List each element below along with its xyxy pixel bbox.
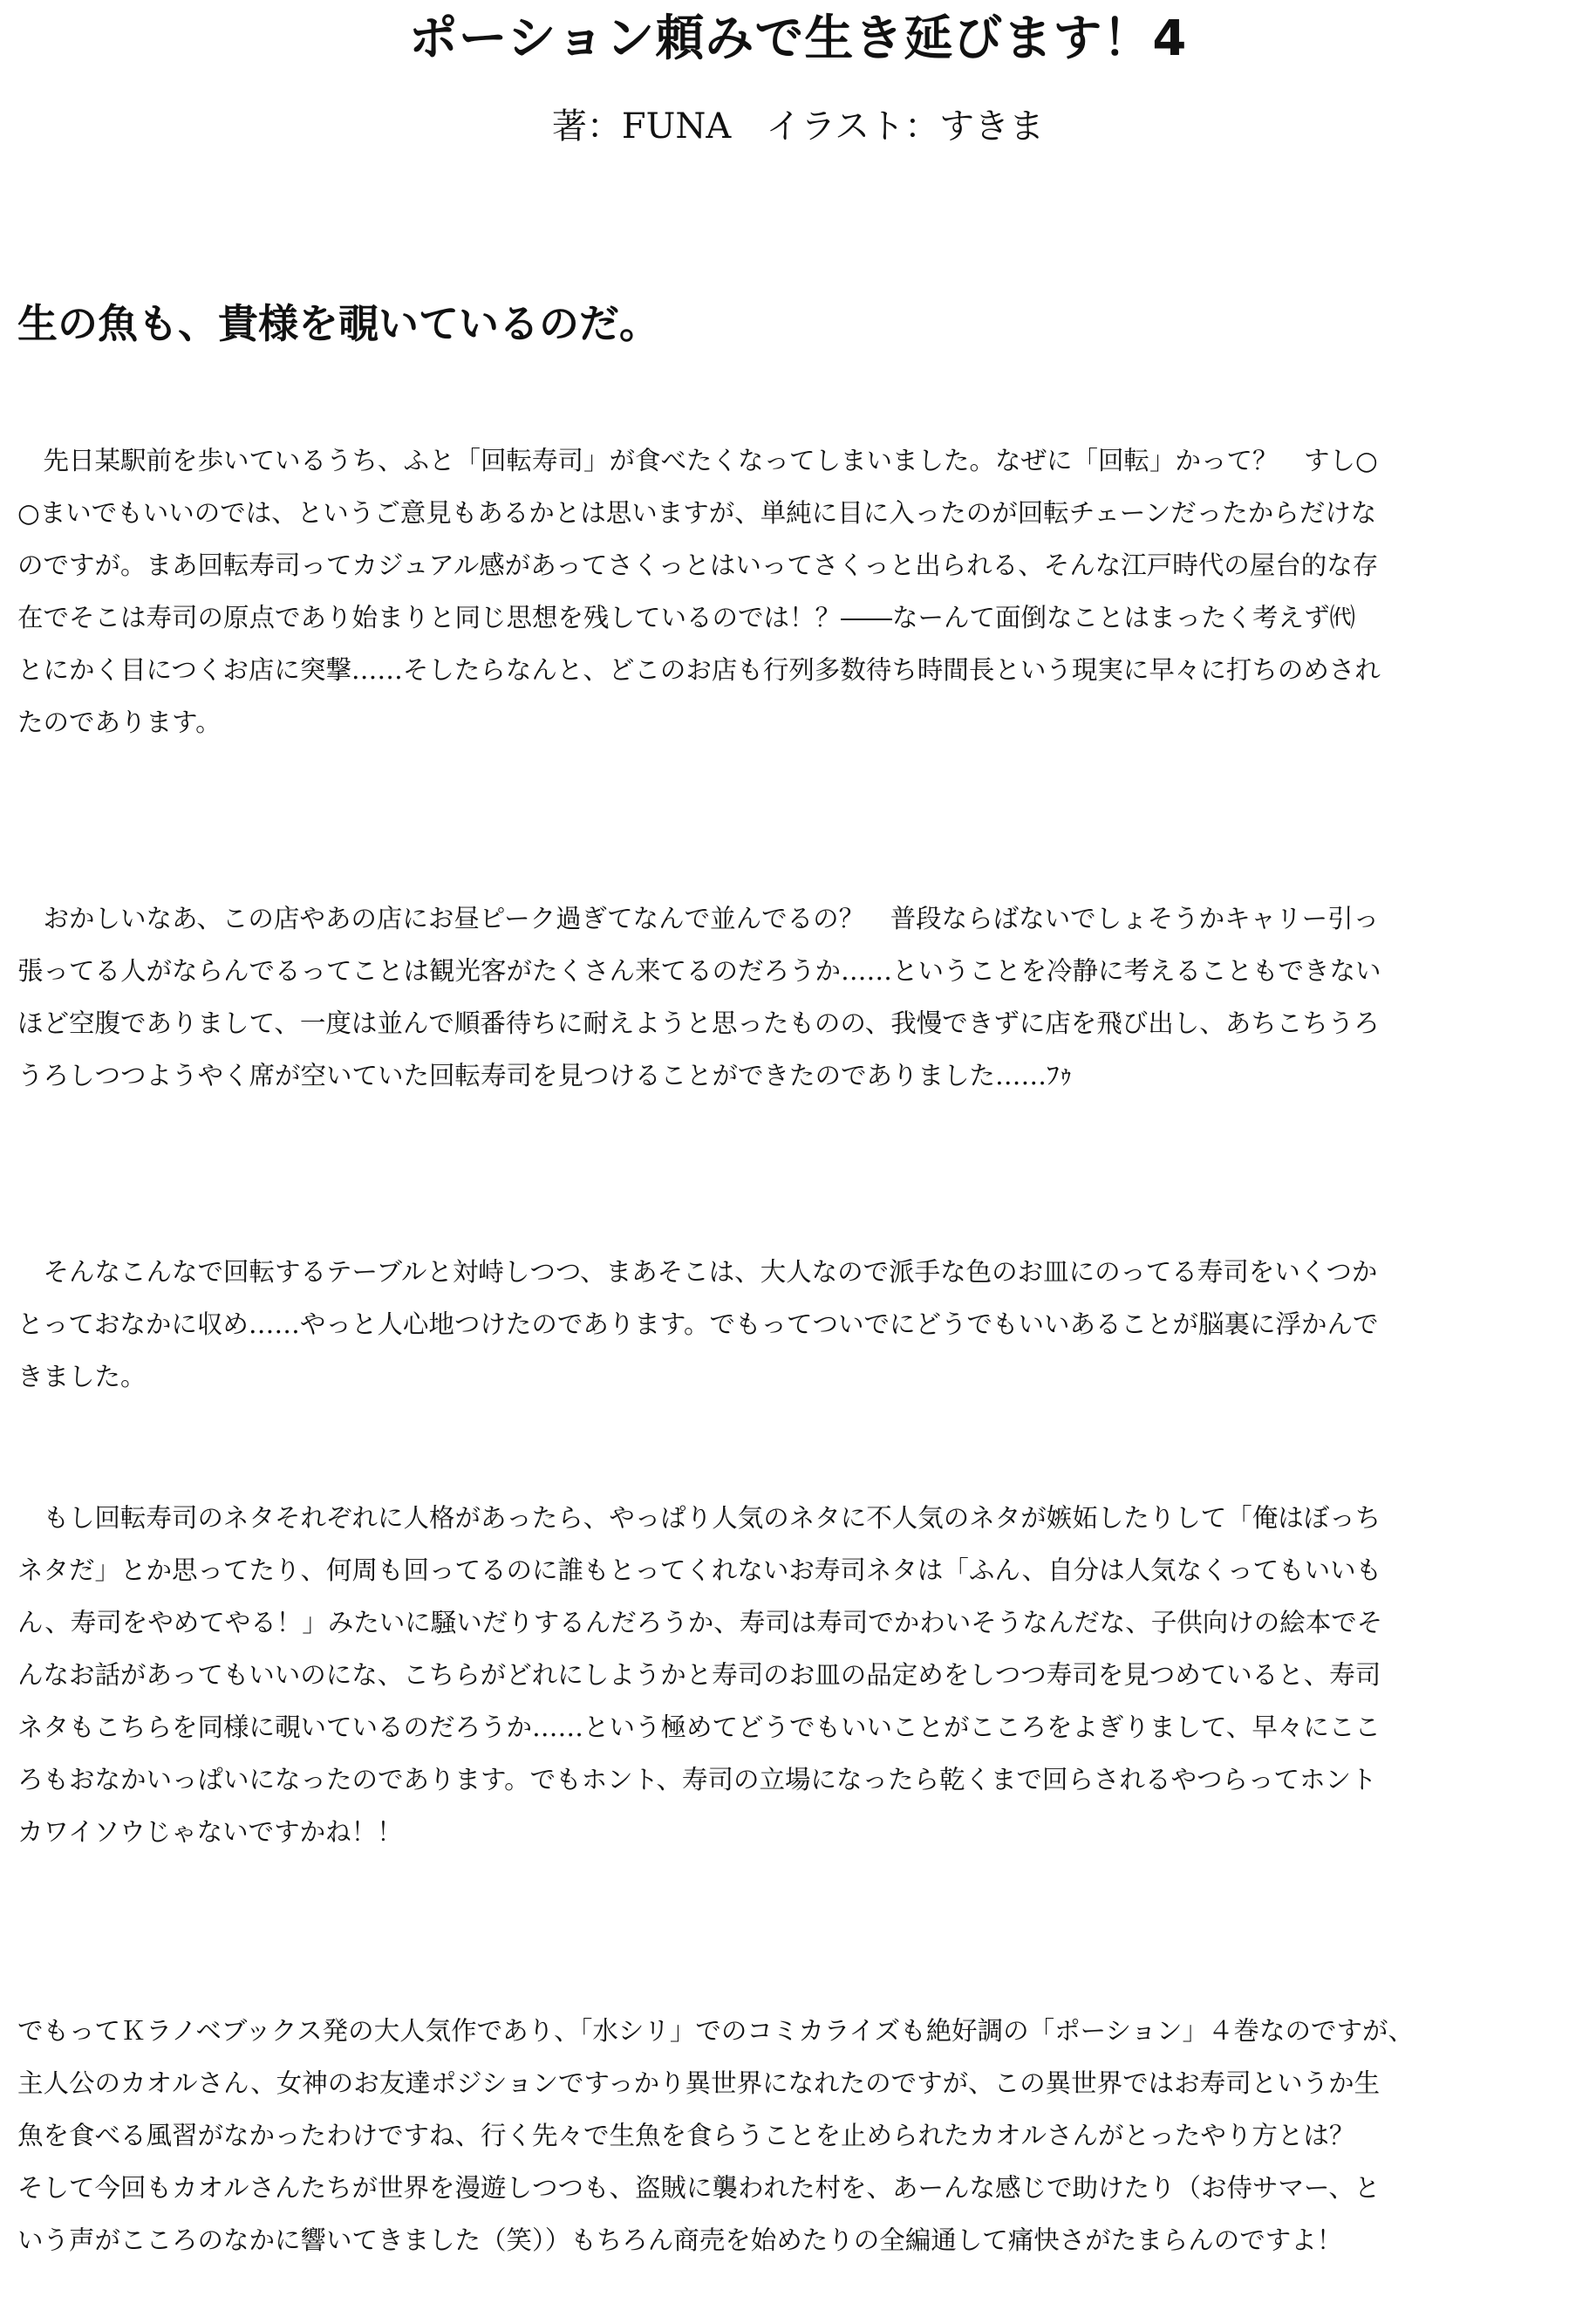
paragraph-line: とっておなかに収め……やっと人心地つけたのであります。でもってついでにどうでもいいあることが脳裏に浮かんで — [17, 1309, 1379, 1339]
paragraph-line: ろもおなかいっぱいになったのであります。でもホント、寿司の立場になったら乾くまで回らされるやつらってホント — [17, 1765, 1377, 1794]
paragraph-5 — [17, 2005, 1579, 2266]
paragraph-line: 魚を食べる風習がなかったわけですね、行く先々で生魚を食らうことを止められたカオルさんがとったやり方とは？ — [17, 2121, 1355, 2150]
paragraph-line: のですが。まあ回転寿司ってカジュアル感があってさくっとはいってさくっと出られる、そんな江戸時代の屋台的な存 — [17, 550, 1379, 580]
paragraph-line: 張ってる人がならんでるってことは観光客がたくさん来てるのだろうか……ということを冷静に考えることもできない — [17, 956, 1381, 986]
section-heading: 生の魚も、貴様を覗いているのだ。 — [17, 300, 659, 347]
paragraph-line: 先日某駅前を歩いているうち、ふと「回転寿司」が食べたくなってしまいました。なぜに「回転」かって？ すし○ — [17, 446, 1378, 475]
paragraph-line: そして今回もカオルさんたちが世界を漫遊しつつも、盗賊に襲われた村を、あーんな感じで助けたり（お侍サマー、と — [17, 2173, 1381, 2203]
paragraph-line: ほど空腹でありまして、一度は並んで順番待ちに耐えようと思ったものの、我慢できずに店を飛び出し、あちこちうろ — [17, 1008, 1380, 1038]
paragraph-line: カワイソウじゃないですかね！！ — [17, 1817, 403, 1847]
paragraph-line: たのであります。 — [17, 707, 222, 737]
author-byline: 著：FUNA イラスト：すきま — [551, 106, 1045, 147]
paragraph-line: んなお話があってもいいのにな、こちらがどれにしようかと寿司のお皿の品定めをしつつ寿司を見つめていると、寿司 — [17, 1660, 1381, 1690]
document-title: ポーション頼みで生き延びます！4 — [408, 10, 1188, 67]
paragraph-line: いう声がこころのなかに響いてきました（笑））もちろん商売を始めたりの全編通して痛快さがたまらんのですよ！ — [17, 2225, 1343, 2255]
paragraph-line: ○まいでもいいのでは、というご意見もあるかとは思いますが、単純に目に入ったのが回転チェーンだったからだけな — [17, 498, 1377, 528]
paragraph-line: ネタもこちらを同様に覗いているのだろうか……という極めてどうでもいいことがこころをよぎりまして、早々にここ — [17, 1712, 1381, 1742]
paragraph-line: もし回転寿司のネタそれぞれに人格があったら、やっぱり人気のネタに不人気のネタが嫉妬したりして「俺はぼっち — [17, 1503, 1381, 1533]
paragraph-4 — [17, 1492, 1579, 1858]
paragraph-line: きました。 — [17, 1362, 147, 1391]
paragraph-line: そんなこんなで回転するテーブルと対峙しつつ、まあそこは、大人なので派手な色のお皿にのってる寿司をいくつか — [17, 1257, 1378, 1287]
paragraph-line: ネタだ」とか思ってたり、何周も回ってるのに誰もとってくれないお寿司ネタは「ふん、自分は人気なくってもいいも — [17, 1555, 1382, 1585]
paragraph-line: でもってＫラノベブックス発の大人気作であり、「水シリ」でのコミカライズも絶好調の「ポーション」４巻なのですが、 — [17, 2016, 1414, 2046]
paragraph-line: 在でそこは寿司の原点であり始まりと同じ思想を残しているのでは！？――なーんて面倒なことはまったく考えず㈹ — [17, 603, 1356, 632]
paragraph-2 — [17, 892, 1579, 1102]
paragraph-3 — [17, 1246, 1579, 1403]
paragraph-line: うろしつつようやく席が空いていた回転寿司を見つけることができたのでありました……ﾌｩ — [17, 1061, 1073, 1090]
paragraph-line: ん、寿司をやめてやる！」みたいに騒いだりするんだろうか、寿司は寿司でかわいそうなんだな、子供向けの絵本でそ — [17, 1608, 1383, 1637]
paragraph-line: 主人公のカオルさん、女神のお友達ポジションですっかり異世界になれたのですが、この異世界ではお寿司というか生 — [17, 2068, 1381, 2098]
paragraph-line: おかしいなあ、この店やあの店にお昼ピーク過ぎてなんで並んでるの？ 普段ならばないでしょそうかキャリー引っ — [17, 904, 1380, 933]
paragraph-line: とにかく目につくお店に突撃……そしたらなんと、どこのお店も行列多数待ち時間長という現実に早々に打ちのめされ — [17, 655, 1381, 685]
paragraph-1 — [17, 434, 1579, 748]
